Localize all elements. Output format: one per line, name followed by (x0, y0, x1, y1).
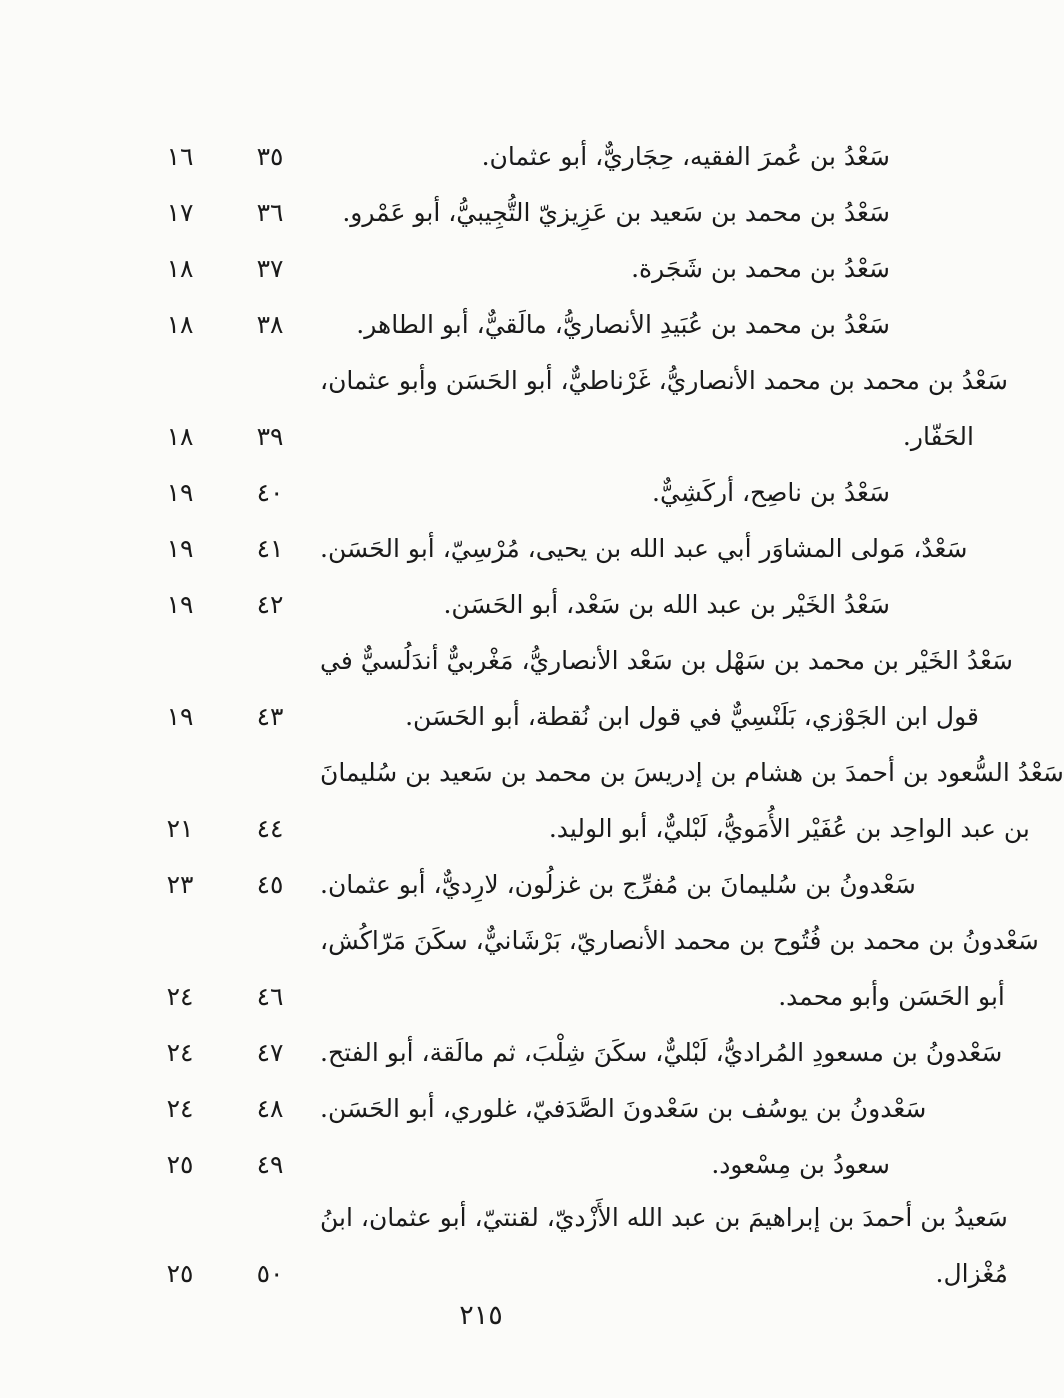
page-reference: ١٨ (166, 310, 194, 339)
page-reference: ٢٤ (166, 982, 194, 1011)
page-reference: ١٦ (166, 142, 194, 171)
entry-text (320, 1081, 926, 1137)
entry-number: ٣٨ (256, 310, 284, 339)
entry-text (320, 465, 890, 521)
index-entry (150, 297, 890, 353)
entry-text (320, 1190, 1008, 1302)
entry-text (320, 1137, 890, 1193)
entry-text (320, 521, 967, 577)
page-reference: ١٩ (166, 534, 194, 563)
index-entry (150, 1025, 1003, 1081)
entry-line: سَعيدُ بن أحمدَ بن إبراهيمَ بن عبد الله الأَزْديّ، لقنتيّ، أبو عثمان، ابنُ (320, 1203, 1008, 1232)
entry-line: سعودُ بن مِسْعود. (711, 1150, 890, 1179)
entry-text (320, 633, 1013, 745)
entry-line: قول ابن الجَوْزي، بَلَنْسِيٌّ في قول ابن نُقطة، أبو الحَسَن. (405, 702, 979, 731)
page-reference: ٢١ (166, 814, 194, 843)
entry-number: ٣٧ (256, 254, 284, 283)
entry-number: ٤٢ (256, 590, 284, 619)
entry-line: سَعْدُ بن محمد بن سَعيد بن عَزِيزيّ التُّجِيبيُّ، أبو عَمْرو. (342, 198, 890, 227)
entry-number: ٣٦ (256, 198, 284, 227)
entry-number: ٣٥ (256, 142, 284, 171)
index-entry (150, 185, 890, 241)
entry-text (320, 297, 890, 353)
page-number: ٢١٥ (459, 1300, 503, 1331)
entry-line: الحَفّار. (902, 422, 974, 451)
index-entry (150, 577, 890, 633)
entry-line: سَعْدُ بن محمد بن محمد الأنصاريُّ، غَرْناطيٌّ، أبو الحَسَن وأبو عثمان، (320, 366, 1008, 395)
entry-line: سَعْدُ الخَيْر بن عبد الله بن سَعْد، أبو الحَسَن. (443, 590, 890, 619)
entry-line: سَعْدونُ بن محمد بن فُتُوح بن محمد الأنصاريّ، بَرْشَانيٌّ، سكَنَ مَرّاكُش، (320, 926, 1039, 955)
entry-line: سَعْدُ الخَيْر بن محمد بن سَهْل بن سَعْد الأنصاريُّ، مَغْربيٌّ أندَلُسيٌّ في (320, 646, 1013, 675)
entry-number: ٤٤ (256, 814, 284, 843)
entry-line: سَعْدُ السُّعود بن أحمدَ بن هشام بن إدريسَ بن محمد بن سَعيد بن سُليمانَ (320, 758, 1064, 787)
entry-text (320, 1025, 1002, 1081)
entry-line: سَعْدُ بن عُمرَ الفقيه، حِجَاريٌّ، أبو عثمان. (481, 142, 890, 171)
entry-number: ٤٥ (256, 870, 284, 899)
page-reference: ٢٣ (166, 870, 194, 899)
index-entry (150, 1137, 890, 1193)
index-entry (150, 521, 968, 577)
page-reference: ٢٤ (166, 1038, 194, 1067)
page-reference: ١٩ (166, 590, 194, 619)
index-entry (150, 1081, 927, 1137)
index-entry (150, 465, 890, 521)
entry-text (320, 241, 890, 297)
entry-line: أبو الحَسَن وأبو محمد. (778, 982, 1005, 1011)
page-reference: ١٩ (166, 478, 194, 507)
entry-line: سَعْدُ بن محمد بن عُبَيدِ الأنصاريُّ، مالَقيٌّ، أبو الطاهر. (356, 310, 890, 339)
page-reference: ١٨ (166, 254, 194, 283)
entry-text (320, 577, 890, 633)
entry-text (320, 353, 1008, 465)
page-reference: ٢٥ (166, 1259, 194, 1288)
entry-line: سَعْدونُ بن مسعودِ المُراديُّ، لَبْليٌّ، سكَنَ شِلْبَ، ثم مالَقة، أبو الفتح. (320, 1038, 1003, 1067)
entry-number: ٤٨ (256, 1094, 284, 1123)
index-entry (150, 857, 916, 913)
entry-number: ٥٠ (256, 1259, 284, 1288)
entry-text (320, 745, 1064, 857)
index-entry (150, 241, 890, 297)
entry-line: سَعْدٌ، مَولى المشاوَر أبي عبد الله بن يحيى، مُرْسِيّ، أبو الحَسَن. (320, 534, 968, 563)
entry-number: ٤٠ (256, 478, 284, 507)
entry-number: ٤٧ (256, 1038, 284, 1067)
index-entry (150, 129, 890, 185)
entry-line: سَعْدُ بن ناصِح، أركَشِيٌّ. (652, 478, 890, 507)
entry-text (320, 857, 916, 913)
entry-number: ٣٩ (256, 422, 284, 451)
index-entry (150, 633, 1013, 745)
entry-line: سَعْدونُ بن يوسُف بن سَعْدونَ الصَّدَفيّ، غلوري، أبو الحَسَن. (320, 1094, 927, 1123)
index-entry (150, 745, 1064, 857)
entry-text (320, 185, 890, 241)
page-reference: ٢٤ (166, 1094, 194, 1123)
page-reference: ١٧ (166, 198, 194, 227)
page-reference: ١٩ (166, 702, 194, 731)
entry-number: ٤٦ (256, 982, 284, 1011)
entry-number: ٤١ (256, 534, 284, 563)
entry-number: ٤٣ (256, 702, 284, 731)
page-reference: ٢٥ (166, 1150, 194, 1179)
entry-line: سَعْدُ بن محمد بن شَجَرة. (631, 254, 890, 283)
index-entry (150, 1190, 1008, 1302)
entry-text (320, 913, 1039, 1025)
entry-line: سَعْدونُ بن سُليمانَ بن مُفرِّج بن غزلُون، لارِديٌّ، أبو عثمان. (320, 870, 916, 899)
entry-line: بن عبد الواحِد بن عُفَيْر الأُمَويُّ، لَبْليٌّ، أبو الوليد. (548, 814, 1030, 843)
page-reference: ١٨ (166, 422, 194, 451)
entry-number: ٤٩ (256, 1150, 284, 1179)
index-entry (150, 913, 1039, 1025)
entry-text (320, 129, 890, 185)
index-entry (150, 353, 1008, 465)
entry-line: مُغْزال. (935, 1259, 1008, 1288)
